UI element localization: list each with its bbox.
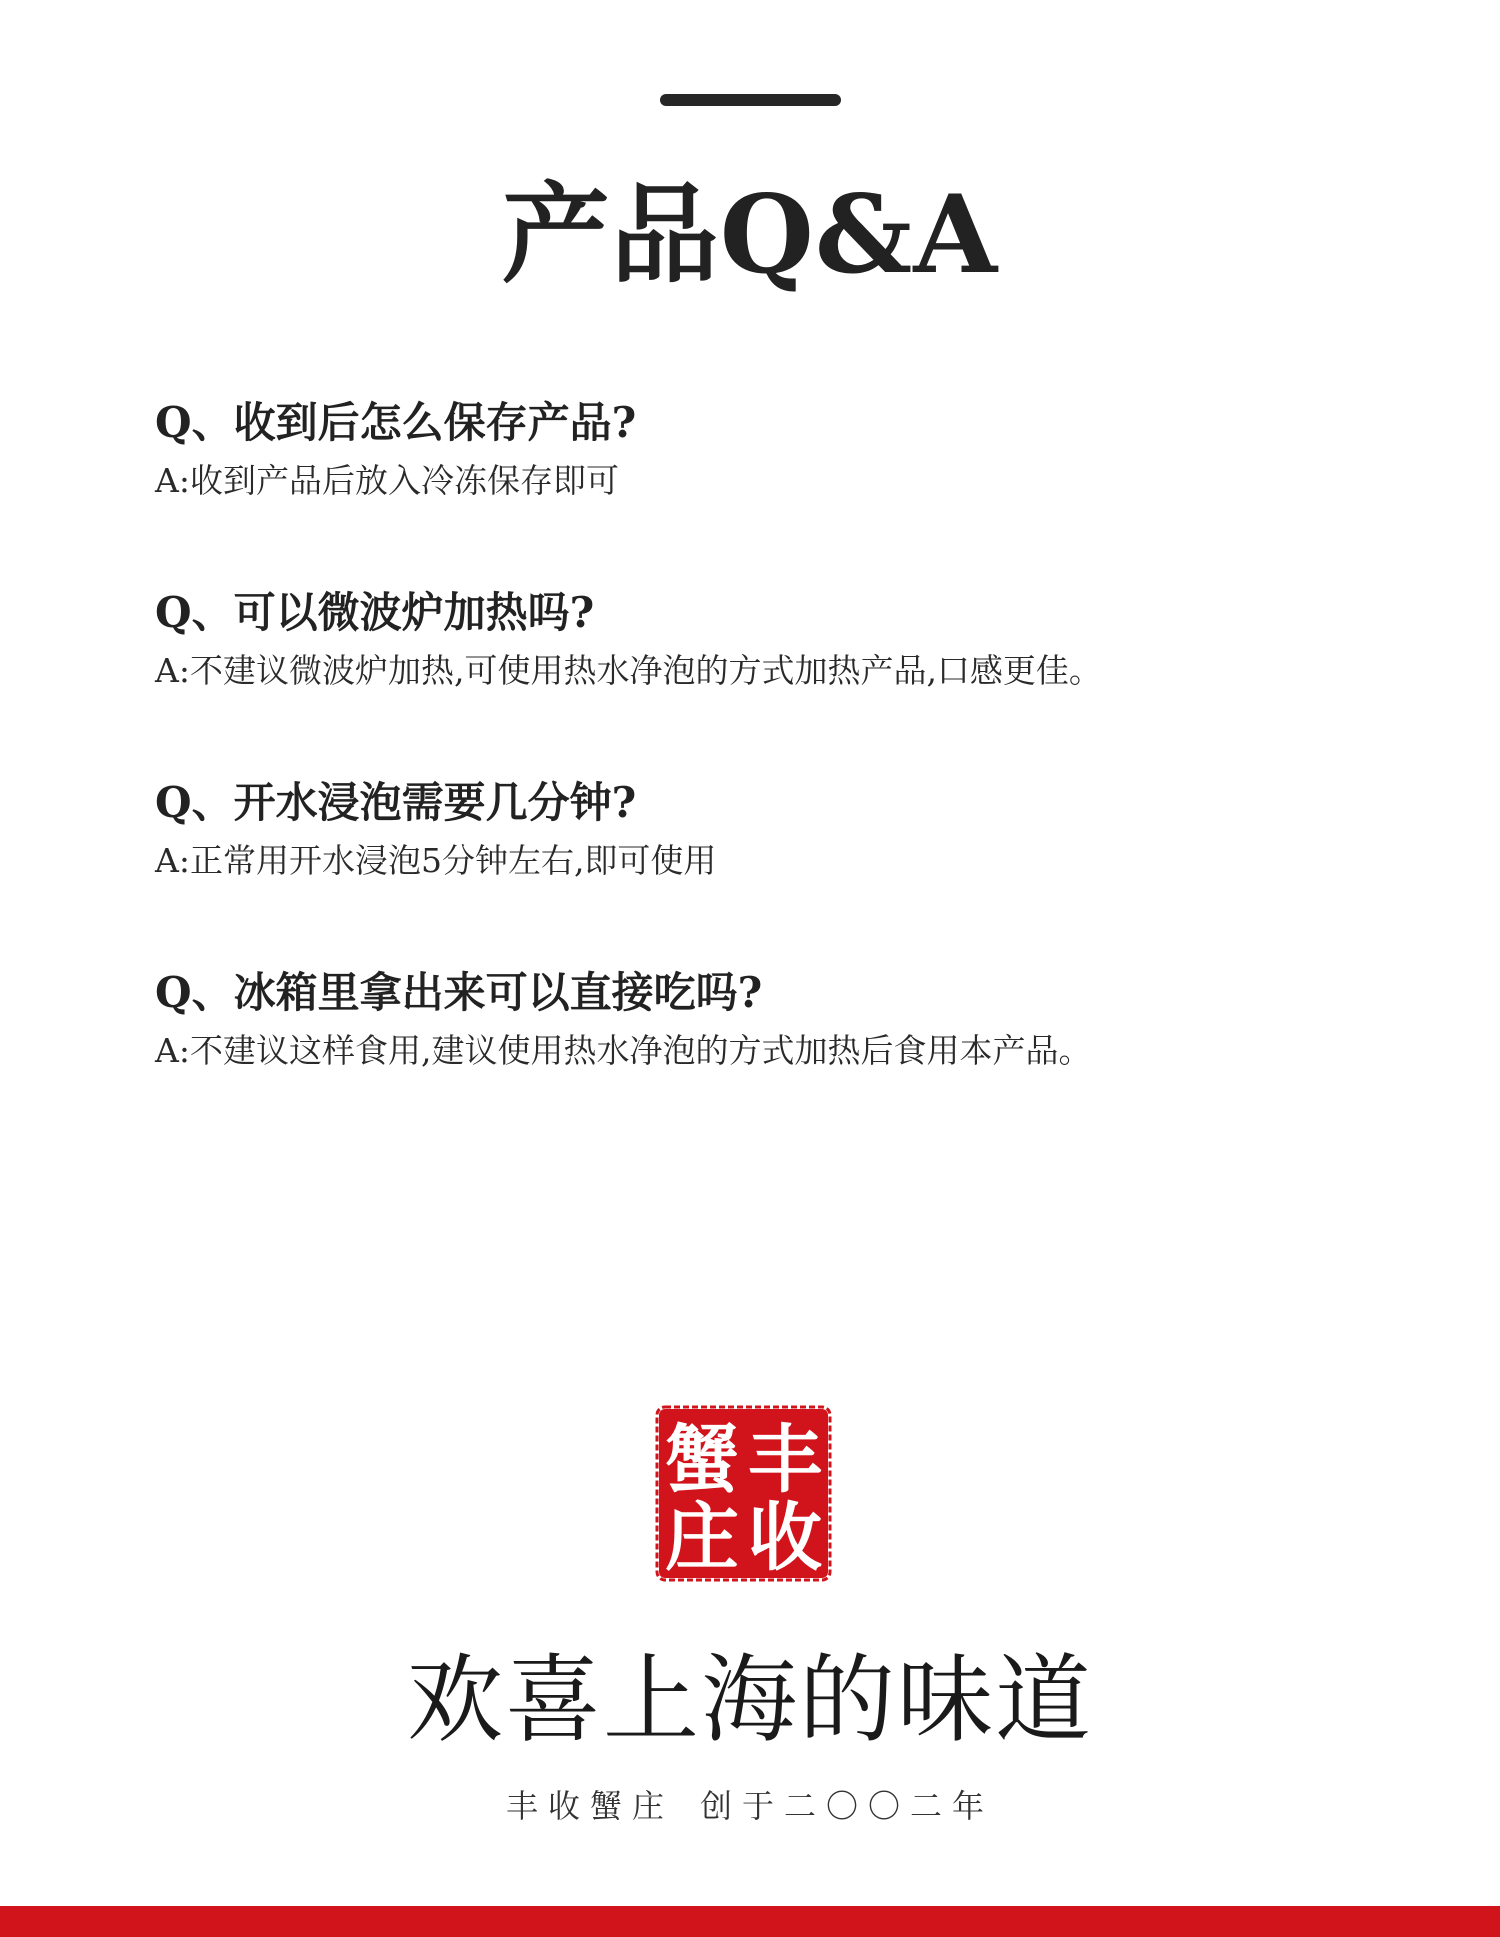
brand-line [0, 1784, 1500, 1828]
qa-question: Q、收到后怎么保存产品? [155, 398, 637, 447]
qa-question: Q、冰箱里拿出来可以直接吃吗? [155, 968, 763, 1017]
seal-logo-icon [655, 1405, 832, 1582]
qa-question: Q、可以微波炉加热吗? [155, 588, 595, 637]
bottom-red-stripe [0, 1906, 1500, 1937]
qa-answer: A:不建议这样食用,建议使用热水净泡的方式加热后食用本产品。 [155, 1031, 1092, 1070]
page-title: 产品Q&A [501, 172, 999, 298]
seal-char-feng: 丰 [748, 1417, 822, 1503]
seal-char-xie: 蟹 [665, 1417, 739, 1503]
slogan: 欢喜上海的味道 [407, 1644, 1093, 1756]
qa-item [155, 585, 1455, 693]
qa-answer: A:不建议微波炉加热,可使用热水净泡的方式加热产品,口感更佳。 [155, 651, 1102, 690]
brand-name: 丰收蟹庄 [505, 1787, 674, 1825]
qa-item [155, 965, 1455, 1073]
founded-text: 创于二〇〇二年 [700, 1787, 995, 1825]
title-divider-bar [660, 94, 841, 106]
qa-question: Q、开水浸泡需要几分钟? [155, 778, 637, 827]
qa-answer: A:收到产品后放入冷冻保存即可 [155, 461, 619, 500]
seal-char-zhuang: 庄 [665, 1495, 739, 1581]
qa-item [155, 395, 1455, 503]
qa-answer: A:正常用开水浸泡5分钟左右,即可使用 [155, 841, 717, 880]
seal-char-shou: 收 [748, 1495, 822, 1581]
qa-item [155, 775, 1455, 883]
